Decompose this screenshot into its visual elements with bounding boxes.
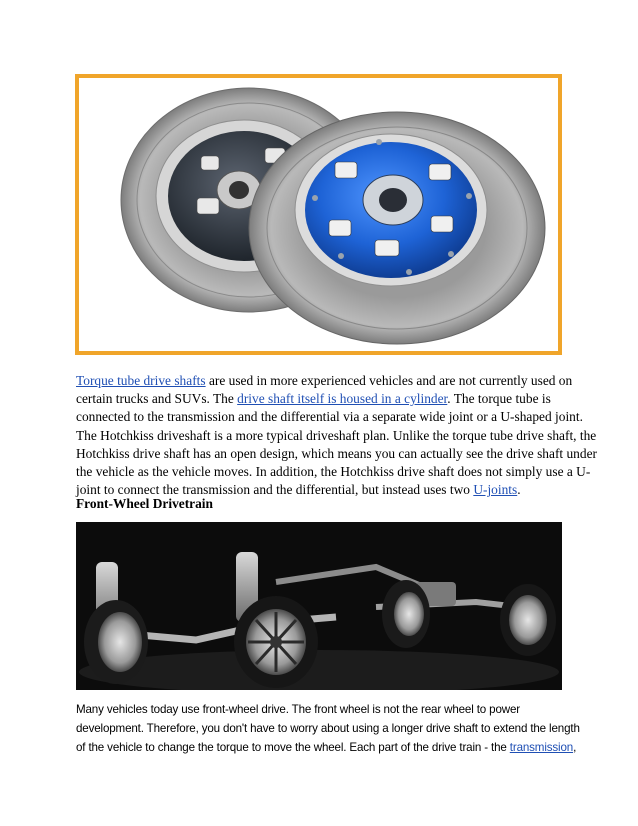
text-run: joint to connect the transmission and the differential, but instead uses two: [76, 482, 474, 498]
paragraph-line: development. Therefore, you don't have to worry about using a longer drive shaft to extend the length: [76, 722, 580, 735]
paragraph-line: connected to the transmission and the differential via a separate wide joint or a U-shaped joint.: [76, 409, 583, 425]
paragraph-line: The Hotchkiss driveshaft is a more typical driveshaft plan. Unlike the torque tube drive shaft, the: [76, 427, 597, 443]
section-heading: Front-Wheel Drivetrain: [76, 496, 213, 511]
paragraph-line: Hotchkiss drive shaft has an open design, which means you can actually see the drive shaft under: [76, 445, 597, 461]
u-joints-link[interactable]: U-joints: [473, 482, 518, 498]
paragraph-line: [76, 372, 573, 390]
text-run: certain trucks and SUVs. The: [76, 391, 238, 407]
paragraph-line: [76, 390, 564, 408]
paragraph-line: the vehicle as the vehicle moves. In addition, the Hotchkiss drive shaft does not simply use a U-: [76, 464, 591, 480]
paragraph-front-wheel-drive: [76, 700, 580, 757]
paragraph-torque-tube: [76, 372, 597, 499]
clutch-disc-image: [79, 78, 558, 351]
transmission-link[interactable]: transmission: [509, 741, 574, 754]
front-clutch-disc: [249, 112, 545, 344]
text-run: are used in more experienced vehicles and are not currently used on: [205, 373, 573, 388]
text-run: ,: [573, 741, 577, 754]
paragraph-line: Many vehicles today use front-wheel drive. The front wheel is not the rear wheel to power: [76, 703, 520, 716]
drivetrain-figure: [76, 522, 562, 690]
text-run: .: [517, 482, 521, 498]
clutch-disc-figure: [75, 74, 562, 355]
drive-shaft-cylinder-link[interactable]: drive shaft itself is housed in a cylinder: [237, 391, 448, 407]
drivetrain-image: [76, 522, 562, 690]
text-run: of the vehicle to change the torque to move the wheel. Each part of the drive train - the: [76, 741, 510, 754]
paragraph-line: [76, 738, 577, 757]
text-run: . The torque tube is: [447, 391, 551, 407]
torque-tube-link[interactable]: Torque tube drive shafts: [76, 373, 206, 388]
